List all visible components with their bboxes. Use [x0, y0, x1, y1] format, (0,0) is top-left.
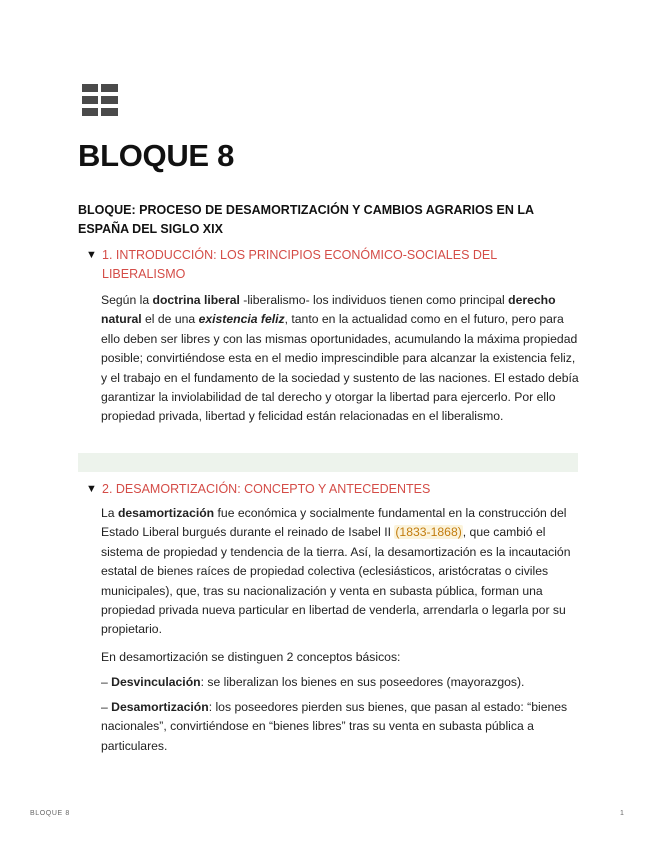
section-heading-desamortizacion: 2. DESAMORTIZACIÓN: CONCEPTO Y ANTECEDENTES: [102, 482, 431, 496]
footer-doc-title: BLOQUE 8: [30, 810, 70, 817]
date-highlight: (1833-1868): [395, 525, 462, 540]
page-subtitle: BLOQUE: PROCESO DE DESAMORTIZACIÓN Y CAMBIOS AGRARIOS EN LA ESPAÑA DEL SIGLO XIX: [78, 203, 534, 236]
empty-callout-block: [78, 453, 578, 472]
list-item-desvinculacion: – Desvinculación: se liberalizan los bienes en sus poseedores (mayorazgos).: [101, 675, 525, 689]
toggle-triangle-icon[interactable]: ▼: [86, 249, 97, 261]
toggle-triangle-icon[interactable]: ▼: [86, 483, 97, 495]
page-title: BLOQUE 8: [78, 138, 235, 173]
list-item-desamortizacion: – Desamortización: los poseedores pierden sus bienes, que pasan al estado: “bienes nacionales”, convirtiéndose en “bienes libres” tras su venta en subasta pública a particulares.: [101, 700, 568, 753]
paragraph-liberalismo: Según la doctrina liberal -liberalismo- los individuos tienen como principal derecho natural el de una existencia feliz, tanto en la actualidad como en el futuro, pero para ello deben ser libres y con las mismas oportunidades, acumulando la máxima propiedad posible; convirtiéndose esta en el medio imprescindible para alcanzar la existencia feliz, y el trabajo en el fundamento de la sociedad y sustento de las naciones. El estado debía garantizar la inviolabilidad de tal derecho y otorgar la libertad para ejercerlo. Por ello propiedad privada, libertad y felicidad están relacionadas en el liberalismo.: [101, 293, 579, 424]
paragraph-conceptos: En desamortización se distinguen 2 conceptos básicos:: [101, 650, 401, 664]
section-heading-introduccion: 1. INTRODUCCIÓN: LOS PRINCIPIOS ECONÓMICO-SOCIALES DEL LIBERALISMO: [102, 248, 497, 281]
toggle-section-desamortizacion[interactable]: [86, 480, 581, 499]
table-grid-icon: [82, 84, 118, 116]
paragraph-desamortizacion: La desamortización fue económica y socialmente fundamental en la construcción del Estado Liberal burgués durante el reinado de Isabel II (1833-1868), que cambió el sistema de propiedad y tendencia de la tierra. Así, la desamortización es la incautación estatal de bienes raíces de propiedad colectiva (eclesiásticos, aristócratas o civiles municipales), que, tras su nacionalización y venta en subasta pública, forman una propiedad privada nueva particular en libertad de venderla, arrendarla o legarla por su propietario.: [101, 506, 571, 637]
footer-page-number: 1: [620, 810, 624, 817]
toggle-section-introduccion[interactable]: [86, 246, 581, 284]
